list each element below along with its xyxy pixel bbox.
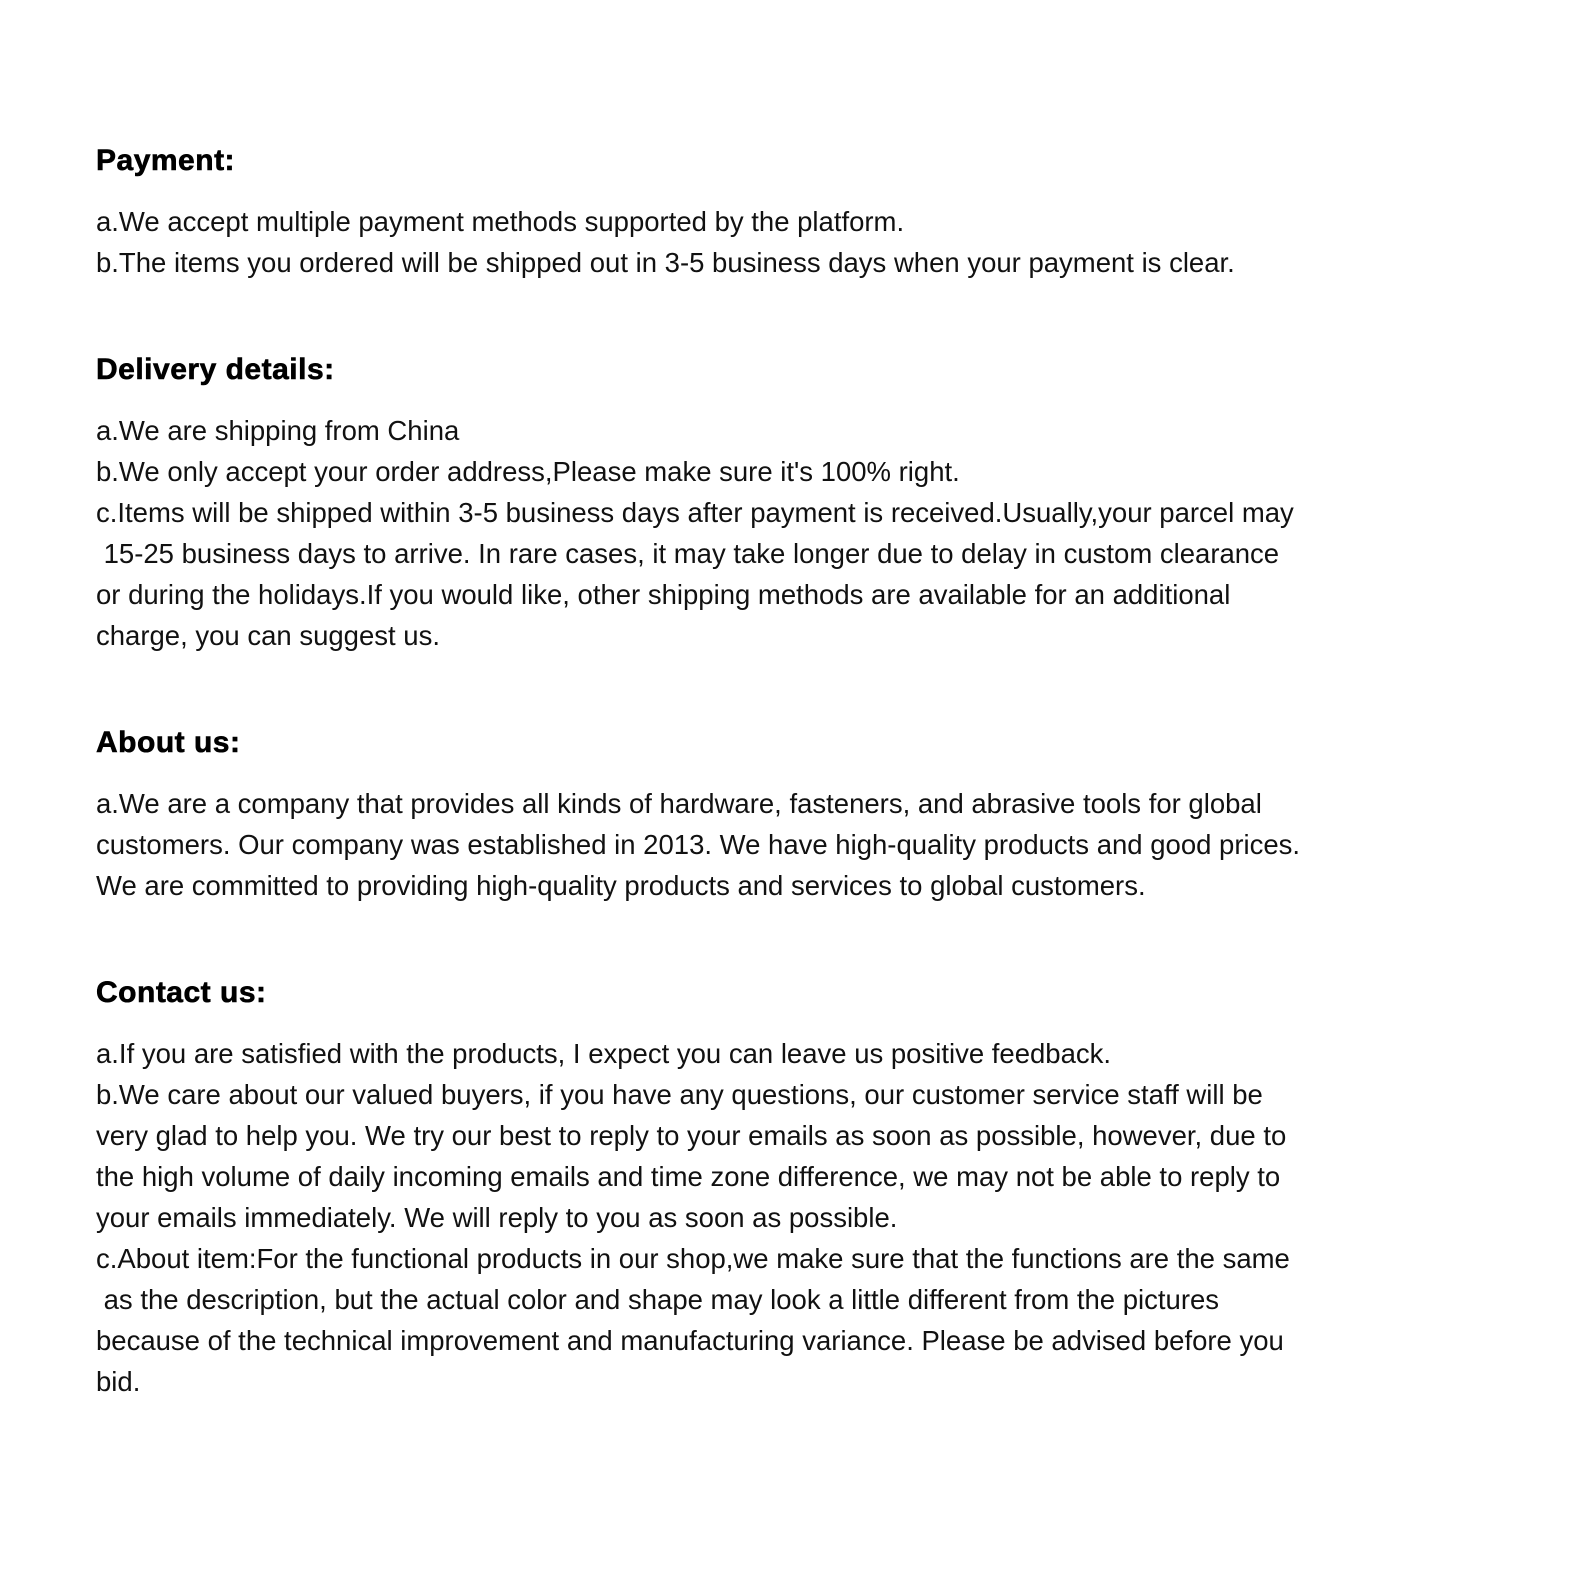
text-line: a.We are shipping from China	[96, 415, 460, 446]
text-line: because of the technical improvement and manufacturing variance. Please be advised before you	[96, 1325, 1284, 1356]
text-line: very glad to help you. We try our best to reply to your emails as soon as possible, however, due to	[96, 1120, 1287, 1151]
payment-section	[96, 140, 1547, 283]
text-line: b.We only accept your order address,Please make sure it's 100% right.	[96, 456, 960, 487]
contact-section	[96, 972, 1547, 1402]
section-heading: Contact us:	[96, 976, 267, 1009]
text-line: a.We are a company that provides all kinds of hardware, fasteners, and abrasive tools for global	[96, 788, 1262, 819]
section-heading: Delivery details:	[96, 353, 335, 386]
text-line: as the description, but the actual color and shape may look a little different from the pictures	[96, 1284, 1220, 1315]
text-line: 15-25 business days to arrive. In rare cases, it may take longer due to delay in custom clearance	[96, 538, 1280, 569]
text-line: a.If you are satisfied with the products, I expect you can leave us positive feedback.	[96, 1038, 1112, 1069]
text-line: the high volume of daily incoming emails and time zone difference, we may not be able to reply to	[96, 1161, 1281, 1192]
delivery-section	[96, 349, 1547, 656]
text-line: a.We accept multiple payment methods supported by the platform.	[96, 206, 905, 237]
text-line: We are committed to providing high-quality products and services to global customers.	[96, 870, 1146, 901]
text-line: your emails immediately. We will reply to you as soon as possible.	[96, 1202, 898, 1233]
text-line: or during the holidays.If you would like, other shipping methods are available for an additional	[96, 579, 1231, 610]
section-heading: Payment:	[96, 144, 236, 177]
about-section	[96, 722, 1547, 906]
text-line: customers. Our company was established in 2013. We have high-quality products and good prices.	[96, 829, 1301, 860]
policy-document	[96, 140, 1547, 1468]
text-line: c.About item:For the functional products in our shop,we make sure that the functions are the same	[96, 1243, 1290, 1274]
text-line: charge, you can suggest us.	[96, 620, 440, 651]
text-line: b.We care about our valued buyers, if you have any questions, our customer service staff will be	[96, 1079, 1263, 1110]
text-line: bid.	[96, 1366, 141, 1397]
text-line: c.Items will be shipped within 3-5 business days after payment is received.Usually,your parcel may	[96, 497, 1294, 528]
section-heading: About us:	[96, 726, 241, 759]
text-line: b.The items you ordered will be shipped out in 3-5 business days when your payment is clear.	[96, 247, 1235, 278]
